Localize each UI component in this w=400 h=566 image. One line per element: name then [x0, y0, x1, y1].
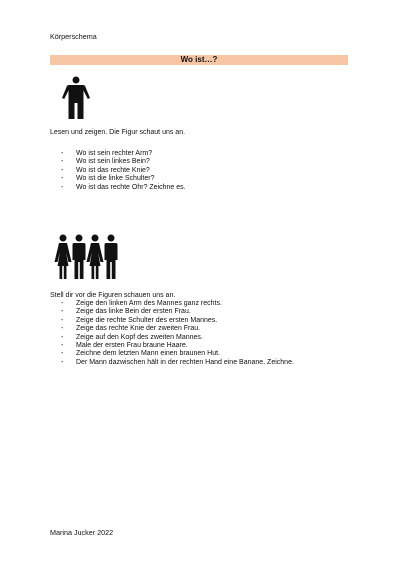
list-item: - Wo ist das rechte Ohr? Zeichne es.	[61, 184, 186, 192]
list-item: - Wo ist das rechte Knie?	[61, 167, 186, 175]
man-icon	[105, 235, 118, 280]
list-item: - Zeige auf den Kopf des zweiten Mannes.	[61, 334, 294, 342]
instruction-1: Lesen und zeigen. Die Figur schaut uns an.	[50, 129, 186, 136]
person-icon	[60, 76, 92, 120]
list-item: - Zeichne dem letzten Mann einen braunen Hut.	[61, 350, 294, 358]
list-item: - Wo ist sein rechter Arm?	[61, 150, 186, 158]
list-item: - Wo ist die linke Schulter?	[61, 175, 186, 183]
instruction-2: Stell dir vor die Figuren schauen uns an.	[50, 292, 176, 299]
man-icon	[73, 235, 86, 280]
list-item: - Zeige das linke Bein der ersten Frau.	[61, 308, 294, 316]
list-item: - Der Mann dazwischen hält in der rechten Hand eine Banane. Zeichne.	[61, 359, 294, 367]
page-header: Körperschema	[50, 32, 97, 41]
list-item: - Zeige das rechte Knie der zweiten Frau.	[61, 325, 294, 333]
list-item: - Zeige den linken Arm des Mannes ganz rechts.	[61, 300, 294, 308]
list-item: - Wo ist sein linkes Bein?	[61, 158, 186, 166]
footer-author: Marina Jucker 2022	[50, 528, 114, 537]
task-list	[61, 300, 294, 367]
list-item: - Male der ersten Frau braune Haare.	[61, 342, 294, 350]
list-item: - Zeige die rechte Schulter des ersten Mannes.	[61, 317, 294, 325]
woman-icon	[55, 235, 72, 280]
people-group-icon	[54, 234, 120, 280]
woman-icon	[87, 235, 104, 280]
question-list	[61, 150, 186, 192]
section-title: Wo ist…?	[50, 55, 348, 65]
